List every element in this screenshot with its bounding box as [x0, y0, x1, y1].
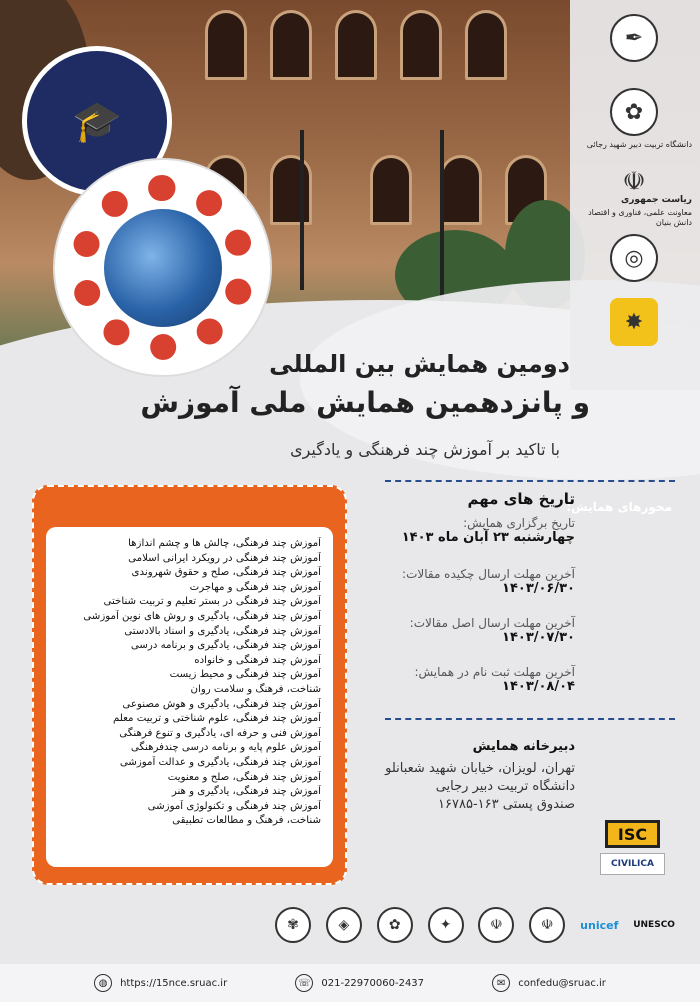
phone-icon: ☏	[295, 974, 313, 992]
email-link[interactable]: confedu@sruac.ir	[518, 977, 606, 989]
axes-box	[32, 485, 347, 885]
axes-list	[46, 527, 333, 867]
axis-item: آموزش چند فرهنگی، علوم شناختی و تربیت معلم	[112, 713, 321, 725]
unicef-logo: unicef	[580, 918, 619, 932]
globe-icon: ◍	[94, 974, 112, 992]
dates-section	[402, 490, 575, 694]
education-icons-circle: 🎓	[22, 46, 172, 196]
axis-item: آموزش چند فرهنگی، یادگیری و عدالت آموزشی	[119, 756, 321, 768]
building-window	[205, 10, 247, 80]
pen-logo-icon: ✒	[610, 14, 658, 62]
axis-item: آموزش چند فرهنگی در بستر تعلیم و تربیت شناختی	[103, 596, 321, 608]
sponsor-logo-icon: ✿	[377, 907, 413, 943]
footer	[0, 964, 700, 1002]
civilica-badge: CIVILICA	[600, 853, 665, 875]
date-label: آخرین مهلت ثبت نام در همایش:	[414, 665, 575, 679]
university-logo-icon: ✿	[610, 88, 658, 136]
building-window	[270, 10, 312, 80]
phone-number[interactable]: 021-22970060-2437	[321, 977, 425, 989]
subtitle: با تاکید بر آموزش چند فرهنگی و یادگیری	[290, 440, 560, 459]
round-logo-icon: ◎	[610, 234, 658, 282]
footer-email[interactable]	[492, 974, 606, 992]
sponsor-logo-icon: ◈	[326, 907, 362, 943]
footer-website[interactable]	[94, 974, 227, 992]
unesco-logo: UNESCO	[633, 920, 675, 930]
secretariat-section	[385, 738, 575, 814]
mail-icon: ✉	[492, 974, 510, 992]
logo-column	[570, 0, 700, 390]
address-line: صندوق پستی ۱۶۳-۱۶۷۸۵	[438, 797, 575, 812]
axis-item: شناخت، فرهنگ و مطالعات تطبیقی	[172, 815, 321, 827]
date-value: ۱۴۰۳/۰۶/۳۰	[502, 581, 575, 596]
axis-item: آموزش چند فرهنگی و خانواده	[194, 654, 321, 666]
axis-item: آموزش چند فرهنگی و محیط زیست	[169, 669, 321, 681]
people-ring-icon	[70, 175, 255, 360]
star-logo-icon: ✸	[610, 298, 658, 346]
street-lamp	[300, 130, 304, 290]
date-value: ۱۴۰۳/۰۸/۰۴	[502, 679, 575, 694]
axis-item: آموزش چند فرهنگی، یادگیری و برنامه درسی	[130, 640, 321, 652]
vp-subtitle: معاونت علمی، فناوری و اقتصاد دانش بنیان	[588, 208, 692, 228]
street-lamp	[440, 130, 444, 310]
axis-item: آموزش علوم پایه و برنامه درسی چندفرهنگی	[130, 742, 321, 754]
building-window	[270, 155, 312, 225]
university-name: دانشگاه تربیت دبیر شهید رجائی	[586, 140, 692, 149]
date-value: چهارشنبه ۲۳ آبان ماه ۱۴۰۳	[401, 530, 575, 545]
iran-emblem-icon: ☫	[622, 167, 646, 197]
axis-item: آموزش چند فرهنگی، صلح و حقوق شهروندی	[131, 567, 321, 579]
axis-item: آموزش چند فرهنگی، صلح و معنویت	[167, 771, 321, 783]
isc-badge: ISC	[605, 820, 660, 848]
axis-item: آموزش چند فرهنگی، چالش ها و چشم اندازها	[128, 538, 321, 549]
title-line1: دومین همایش بین المللی	[269, 350, 570, 378]
building-window	[335, 10, 377, 80]
building-window	[465, 10, 507, 80]
iran-emblem-icon: ☫	[529, 907, 565, 943]
axis-item: شناخت، فرهنگ و سلامت روان	[190, 683, 321, 695]
title-line2: و پانزدهمین همایش ملی آموزش	[140, 386, 590, 419]
axis-item: آموزش چند فرهنگی و تکنولوژی آموزشی	[147, 800, 321, 812]
iran-emblem-icon: ☫	[478, 907, 514, 943]
date-label: آخرین مهلت ارسال اصل مقالات:	[409, 616, 575, 630]
sponsor-logo-icon: ✾	[275, 907, 311, 943]
dates-heading: تاریخ های مهم	[467, 490, 575, 508]
footer-phone[interactable]	[295, 974, 424, 992]
axis-item: آموزش چند فرهنگی، یادگیری و هوش مصنوعی	[122, 698, 321, 710]
date-value: ۱۴۰۳/۰۷/۳۰	[502, 630, 575, 645]
axis-item: آموزش چند فرهنگی و مهاجرت	[189, 581, 321, 593]
date-label: آخرین مهلت ارسال چکیده مقالات:	[402, 567, 575, 581]
vp-title: ریاست جمهوری	[621, 195, 692, 205]
divider	[385, 718, 675, 720]
address-line: دانشگاه تربیت دبیر رجایی	[435, 779, 575, 794]
building-window	[440, 155, 482, 225]
axis-item: آموزش چند فرهنگی، یادگیری و اسناد بالادستی	[124, 625, 321, 637]
axis-item: آموزش چند فرهنگی، یادگیری و روش های نوین آموزشی	[83, 610, 321, 622]
axis-item: آموزش فنی و حرفه ای، یادگیری و تنوع فرهنگی	[119, 727, 321, 739]
building-window	[400, 10, 442, 80]
building-window	[370, 155, 412, 225]
secretariat-heading: دبیرخانه همایش	[472, 739, 575, 754]
axis-item: آموزش چند فرهنگی، یادگیری و هنر	[171, 786, 321, 798]
date-label: تاریخ برگزاری همایش:	[463, 516, 575, 530]
sponsor-logo-icon: ✦	[428, 907, 464, 943]
sponsor-logos	[275, 900, 675, 950]
address-line: تهران، لویزان، خیابان شهید شعبانلو	[385, 761, 575, 776]
axes-heading: محورهای همایش:	[566, 500, 672, 514]
website-link[interactable]: https://15nce.sruac.ir	[120, 977, 228, 989]
axis-item: آموزش چند فرهنگی در رویکرد ایرانی اسلامی	[128, 552, 321, 564]
divider	[385, 480, 675, 482]
